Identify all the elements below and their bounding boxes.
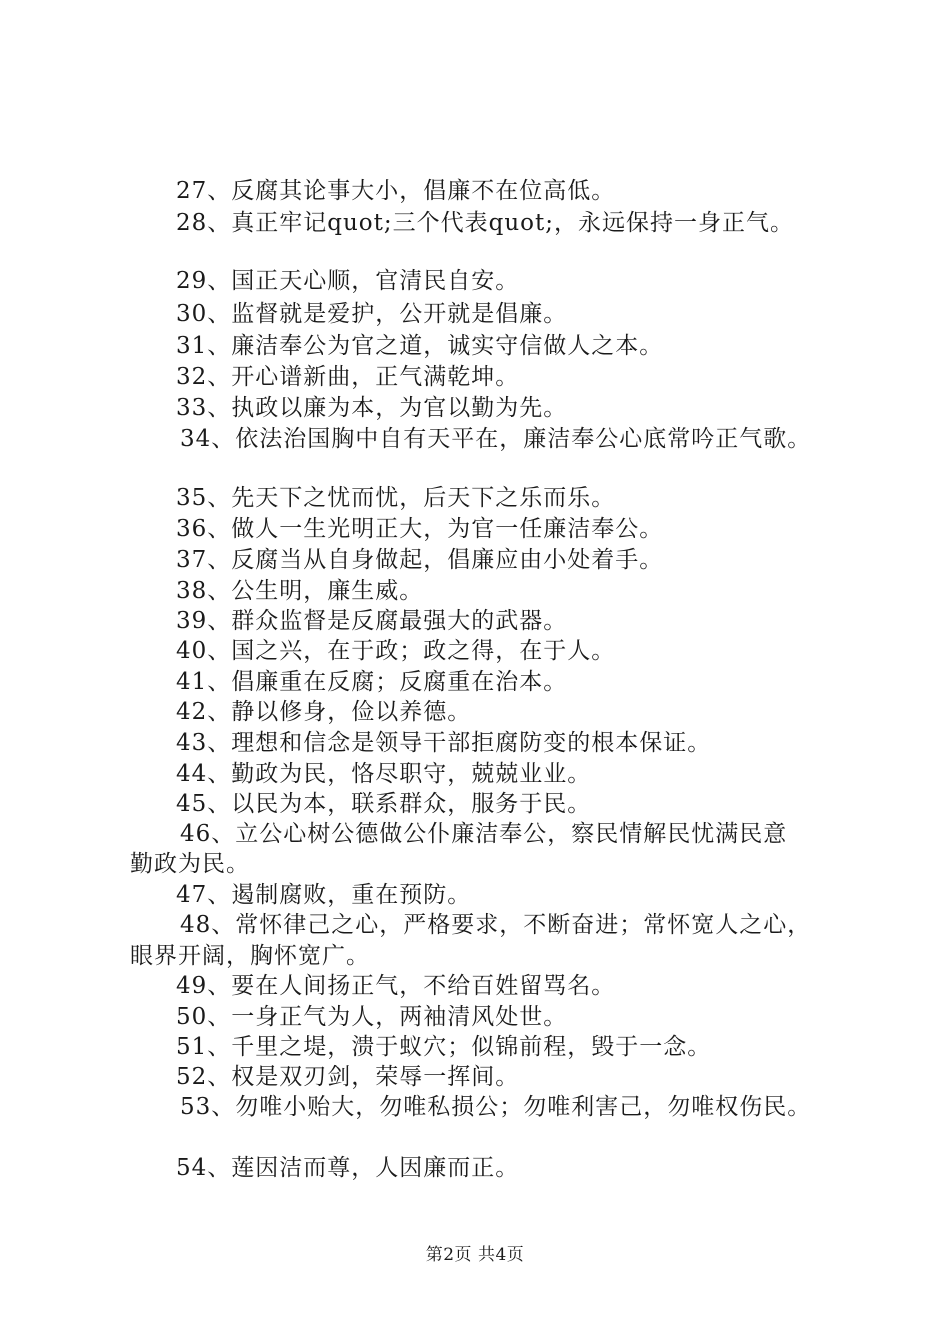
slogan-line-42: 42、静以修身，俭以养德。 (176, 699, 472, 725)
slogan-line-31: 31、廉洁奉公为官之道，诚实守信做人之本。 (176, 333, 664, 359)
slogan-line-37: 37、反腐当从自身做起，倡廉应由小处着手。 (176, 547, 664, 573)
slogan-line-46-cont: 勤政为民。 (130, 851, 250, 877)
slogan-line-48-cont: 眼界开阔，胸怀宽广。 (130, 943, 370, 969)
slogan-line-36: 36、做人一生光明正大，为官一任廉洁奉公。 (176, 516, 664, 542)
slogan-line-41: 41、倡廉重在反腐；反腐重在治本。 (176, 669, 568, 695)
slogan-line-51: 51、千里之堤，溃于蚁穴；似锦前程，毁于一念。 (176, 1034, 712, 1060)
slogan-line-35: 35、先天下之忧而忧，后天下之乐而乐。 (176, 485, 616, 511)
slogan-line-27: 27、反腐其论事大小，倡廉不在位高低。 (176, 178, 616, 204)
slogan-line-48: 48、常怀律己之心，严格要求，不断奋进；常怀宽人之心， (180, 912, 812, 938)
slogan-line-30: 30、监督就是爱护，公开就是倡廉。 (176, 301, 568, 327)
slogan-line-49: 49、要在人间扬正气，不给百姓留骂名。 (176, 973, 616, 999)
slogan-line-47: 47、遏制腐败，重在预防。 (176, 882, 472, 908)
slogan-line-44: 44、勤政为民，恪尽职守，兢兢业业。 (176, 761, 592, 787)
slogan-line-50: 50、一身正气为人，两袖清风处世。 (176, 1004, 568, 1030)
slogan-line-34: 34、依法治国胸中自有天平在，廉洁奉公心底常吟正气歌。 (180, 426, 812, 452)
slogan-line-46: 46、立公心树公德做公仆廉洁奉公，察民情解民忧满民意 (180, 821, 788, 847)
slogan-line-52: 52、权是双刃剑，荣辱一挥间。 (176, 1064, 520, 1090)
slogan-line-33: 33、执政以廉为本，为官以勤为先。 (176, 395, 568, 421)
slogan-line-43: 43、理想和信念是领导干部拒腐防变的根本保证。 (176, 730, 712, 756)
slogan-line-29: 29、国正天心顺，官清民自安。 (176, 268, 520, 294)
slogan-line-53: 53、勿唯小贻大，勿唯私损公；勿唯利害己，勿唯权伤民。 (180, 1094, 812, 1120)
page-footer: 第2页 共4页 (425, 1245, 525, 1265)
slogan-line-28: 28、真正牢记quot;三个代表quot;，永远保持一身正气。 (176, 210, 795, 236)
slogan-line-40: 40、国之兴，在于政；政之得，在于人。 (176, 638, 616, 664)
slogan-line-38: 38、公生明，廉生威。 (176, 578, 424, 604)
slogan-line-32: 32、开心谱新曲，正气满乾坤。 (176, 364, 520, 390)
slogan-line-39: 39、群众监督是反腐最强大的武器。 (176, 608, 568, 634)
slogan-line-45: 45、以民为本，联系群众，服务于民。 (176, 791, 592, 817)
slogan-line-54: 54、莲因洁而尊，人因廉而正。 (176, 1155, 520, 1181)
